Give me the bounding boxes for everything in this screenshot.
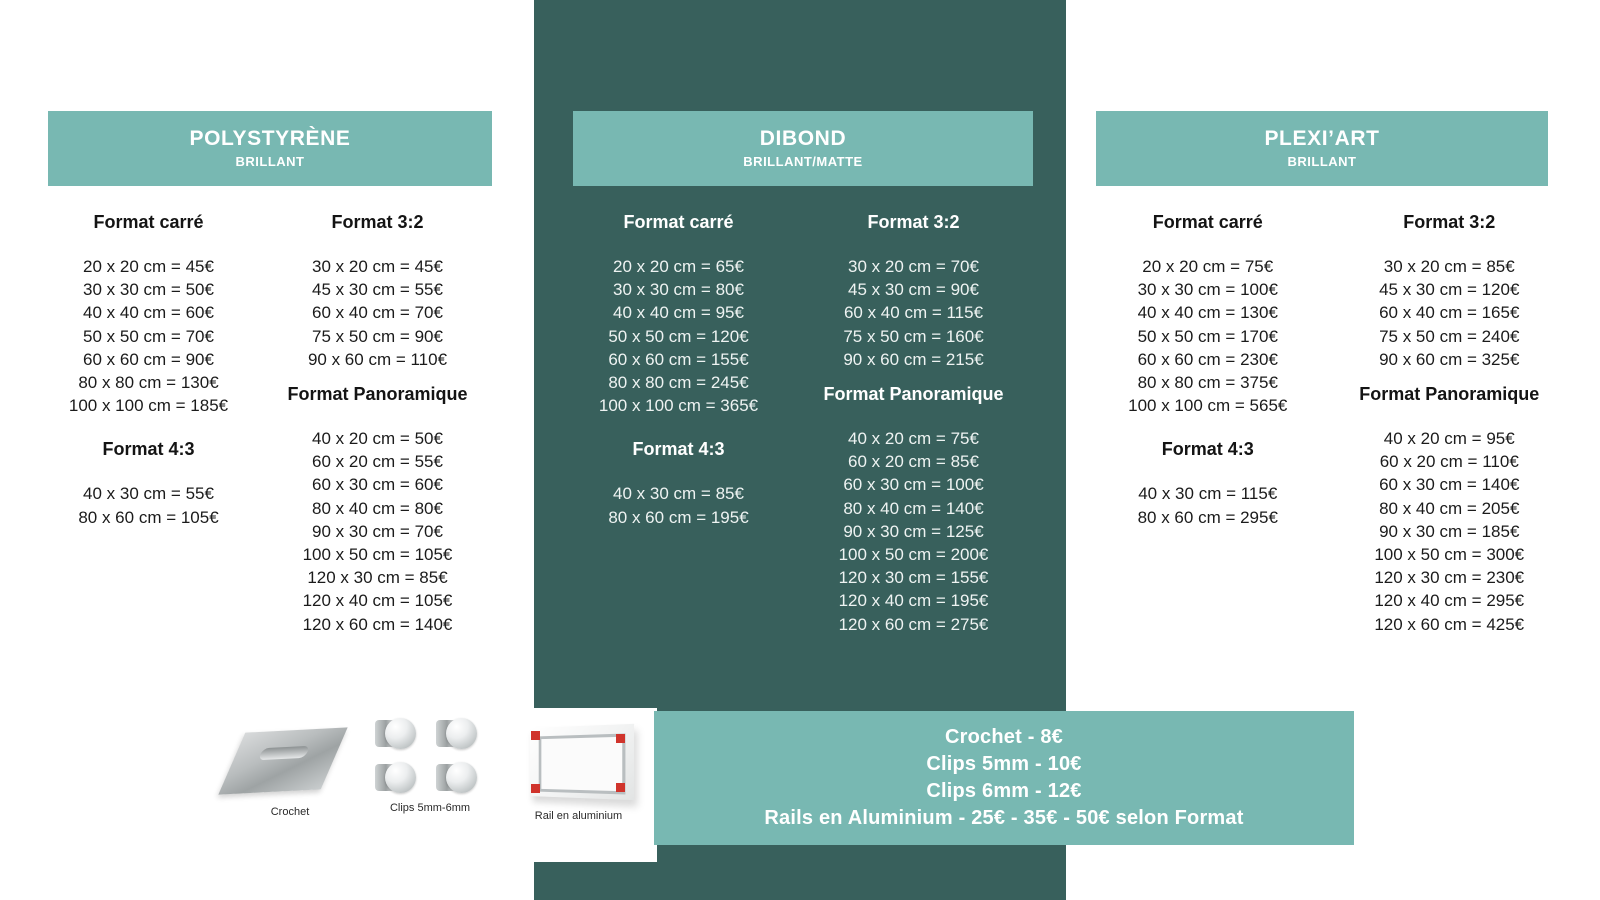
- price-list-4-3: [608, 482, 748, 528]
- group-title-3-2: Format 3:2: [331, 212, 424, 232]
- price-row: 80 x 60 cm = 195€: [608, 507, 749, 527]
- price-row: 60 x 40 cm = 165€: [1379, 303, 1520, 323]
- accessory-line: Crochet - 8€: [945, 726, 1063, 748]
- product-column-polystyrene: [20, 0, 510, 700]
- price-row: 30 x 20 cm = 70€: [848, 257, 979, 276]
- crochet-icon: [225, 722, 349, 800]
- price-row: 80 x 40 cm = 140€: [843, 498, 984, 518]
- group-title-panoramique: Format Panoramique: [823, 384, 1004, 405]
- price-row: 40 x 40 cm = 95€: [613, 303, 744, 323]
- group-title-4-3: Format 4:3: [632, 439, 725, 460]
- rail-icon: [521, 722, 637, 804]
- clip-shape: [436, 718, 479, 750]
- subcolumn-left: [561, 212, 796, 636]
- subcolumn-right: [263, 212, 492, 636]
- price-row: 40 x 40 cm = 130€: [1137, 303, 1278, 323]
- rail-corner-bracket: [531, 731, 540, 740]
- price-row: 100 x 50 cm = 105€: [302, 545, 453, 565]
- column-title: POLYSTYRÈNE: [189, 126, 351, 150]
- price-row: 90 x 30 cm = 185€: [1379, 521, 1520, 541]
- price-row: 80 x 60 cm = 295€: [1137, 507, 1278, 527]
- hardware-caption: Crochet: [270, 806, 310, 818]
- column-title: DIBOND: [759, 126, 847, 150]
- column-subtitle: BRILLANT: [1287, 154, 1357, 170]
- price-row: 50 x 50 cm = 120€: [608, 326, 749, 346]
- price-row: 60 x 60 cm = 230€: [1137, 349, 1278, 369]
- price-row: 60 x 40 cm = 115€: [843, 303, 984, 323]
- subcolumn-left: [34, 212, 263, 636]
- price-row: 60 x 60 cm = 155€: [608, 349, 749, 369]
- price-row: 120 x 40 cm = 295€: [1374, 591, 1525, 611]
- hardware-caption: Rail en aluminium: [534, 810, 623, 822]
- group-title-3-2: Format 3:2: [1403, 212, 1496, 232]
- price-row: 20 x 20 cm = 75€: [1142, 257, 1274, 276]
- price-row: 120 x 30 cm = 155€: [838, 568, 989, 588]
- accessories-price-box: [654, 711, 1354, 845]
- price-row: 75 x 50 cm = 160€: [843, 326, 984, 346]
- price-row: 100 x 50 cm = 200€: [838, 545, 989, 565]
- subcolumn-right: [796, 212, 1031, 636]
- price-row: 90 x 60 cm = 325€: [1379, 349, 1520, 369]
- price-row: 120 x 60 cm = 275€: [838, 614, 989, 634]
- price-list-3-2: [843, 255, 983, 371]
- group-title-panoramique: Format Panoramique: [1359, 384, 1540, 405]
- group-title-carre: Format carré: [93, 212, 204, 232]
- price-row: 40 x 20 cm = 95€: [1383, 429, 1515, 449]
- price-row: 45 x 30 cm = 120€: [1379, 280, 1520, 300]
- column-body: [34, 212, 492, 636]
- hardware-item-crochet: [225, 722, 355, 818]
- clip-shape: [436, 762, 479, 794]
- price-row: 60 x 20 cm = 55€: [312, 452, 443, 472]
- price-row: 100 x 50 cm = 300€: [1374, 545, 1525, 565]
- price-row: 60 x 20 cm = 85€: [848, 452, 979, 472]
- price-row: 20 x 20 cm = 65€: [613, 257, 744, 276]
- price-row: 90 x 30 cm = 70€: [312, 521, 443, 541]
- price-row: 120 x 30 cm = 230€: [1374, 568, 1525, 588]
- price-list-4-3: [78, 482, 218, 528]
- hardware-caption: Clips 5mm-6mm: [389, 802, 471, 814]
- price-row: 100 x 100 cm = 365€: [598, 396, 759, 416]
- accessory-line: Rails en Aluminium - 25€ - 35€ - 50€ selon Format: [764, 807, 1244, 829]
- price-row: 75 x 50 cm = 90€: [312, 326, 443, 346]
- price-list-panoramique: [1374, 427, 1524, 636]
- price-row: 60 x 30 cm = 100€: [843, 475, 984, 495]
- price-list-3-2: [308, 255, 447, 371]
- column-title: PLEXI’ART: [1264, 126, 1380, 150]
- price-row: 100 x 100 cm = 185€: [68, 396, 229, 416]
- subcolumn-right: [1329, 212, 1571, 636]
- group-title-carre: Format carré: [1152, 212, 1263, 232]
- price-row: 40 x 20 cm = 75€: [848, 429, 979, 449]
- price-row: 40 x 40 cm = 60€: [83, 303, 214, 323]
- group-title-panoramique: Format Panoramique: [287, 384, 468, 405]
- column-subtitle: BRILLANT/MATTE: [743, 154, 863, 170]
- crochet-plate-shape: [218, 727, 347, 794]
- price-row: 30 x 30 cm = 80€: [613, 280, 744, 300]
- price-row: 20 x 20 cm = 45€: [83, 257, 214, 276]
- price-list-4-3: [1138, 482, 1278, 528]
- rail-frame-shape: [538, 734, 625, 795]
- price-row: 40 x 30 cm = 55€: [83, 484, 214, 504]
- column-header-dibond: [573, 111, 1033, 186]
- rail-corner-bracket: [531, 784, 540, 793]
- price-list-carre: [69, 255, 228, 417]
- price-row: 60 x 60 cm = 90€: [83, 349, 214, 369]
- price-row: 90 x 60 cm = 110€: [307, 349, 448, 369]
- rail-corner-bracket: [616, 783, 625, 792]
- price-row: 120 x 40 cm = 105€: [302, 591, 453, 611]
- accessory-line: Clips 5mm - 10€: [926, 753, 1082, 775]
- price-list-3-2: [1379, 255, 1519, 371]
- price-row: 30 x 30 cm = 100€: [1137, 280, 1278, 300]
- price-row: 75 x 50 cm = 240€: [1379, 326, 1520, 346]
- price-list-panoramique: [839, 427, 989, 636]
- price-row: 100 x 100 cm = 565€: [1128, 396, 1288, 416]
- group-title-carre: Format carré: [623, 212, 734, 232]
- price-row: 45 x 30 cm = 55€: [312, 280, 443, 300]
- price-row: 80 x 40 cm = 205€: [1379, 498, 1520, 518]
- price-list-carre: [1128, 255, 1287, 417]
- accessory-line: Clips 6mm - 12€: [926, 780, 1082, 802]
- price-row: 120 x 30 cm = 85€: [307, 568, 448, 588]
- price-row: 90 x 60 cm = 215€: [843, 349, 984, 369]
- price-row: 90 x 30 cm = 125€: [843, 521, 984, 541]
- price-row: 30 x 20 cm = 45€: [312, 257, 443, 276]
- column-header-polystyrene: [48, 111, 492, 186]
- price-row: 80 x 40 cm = 80€: [312, 498, 443, 518]
- clip-shape: [375, 718, 418, 750]
- price-row: 80 x 80 cm = 375€: [1137, 373, 1278, 393]
- price-row: 30 x 20 cm = 85€: [1383, 257, 1515, 276]
- hardware-section: [0, 700, 534, 900]
- price-row: 60 x 40 cm = 70€: [312, 303, 443, 323]
- price-row: 80 x 60 cm = 105€: [78, 507, 219, 527]
- price-row: 80 x 80 cm = 245€: [608, 373, 749, 393]
- column-body: [1087, 212, 1570, 636]
- price-row: 60 x 30 cm = 60€: [312, 475, 443, 495]
- price-row: 120 x 60 cm = 425€: [1374, 614, 1525, 634]
- column-body: [561, 212, 1031, 636]
- price-row: 50 x 50 cm = 70€: [83, 326, 214, 346]
- group-title-4-3: Format 4:3: [1161, 439, 1254, 460]
- clip-shape: [375, 762, 418, 794]
- hardware-item-clips: [375, 718, 485, 814]
- price-row: 40 x 30 cm = 85€: [613, 484, 744, 504]
- price-list-carre: [599, 255, 758, 417]
- price-row: 50 x 50 cm = 170€: [1137, 326, 1278, 346]
- rail-corner-bracket: [616, 734, 625, 743]
- hardware-item-rail: [500, 708, 657, 862]
- price-row: 60 x 20 cm = 110€: [1379, 452, 1519, 472]
- product-column-plexiart: [1075, 0, 1580, 700]
- price-row: 120 x 40 cm = 195€: [838, 591, 989, 611]
- price-row: 40 x 30 cm = 115€: [1138, 484, 1278, 504]
- price-row: 120 x 60 cm = 140€: [302, 614, 453, 634]
- price-row: 30 x 30 cm = 50€: [83, 280, 214, 300]
- column-subtitle: BRILLANT: [235, 154, 305, 170]
- subcolumn-left: [1087, 212, 1329, 636]
- price-row: 40 x 20 cm = 50€: [312, 429, 443, 449]
- price-list-panoramique: [303, 427, 453, 636]
- price-row: 60 x 30 cm = 140€: [1379, 475, 1520, 495]
- clips-icon: [375, 718, 483, 796]
- group-title-4-3: Format 4:3: [102, 439, 195, 460]
- price-row: 80 x 80 cm = 130€: [78, 373, 219, 393]
- group-title-3-2: Format 3:2: [867, 212, 960, 232]
- product-column-dibond: [545, 0, 1055, 700]
- price-row: 45 x 30 cm = 90€: [848, 280, 979, 300]
- column-header-plexiart: [1096, 111, 1548, 186]
